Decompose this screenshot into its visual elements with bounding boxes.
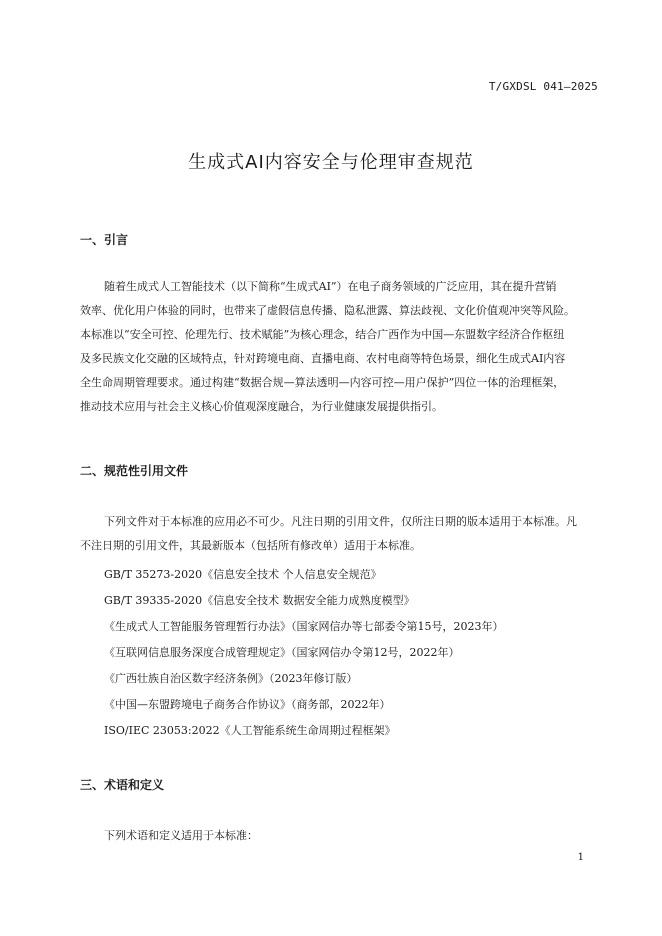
intro-line: 及多民族文化交融的区域特点，针对跨境电商、直播电商、农村电商等特色场景，细化生成式AI内容 (80, 352, 566, 365)
document-title: 生成式AI内容安全与伦理审查规范 (188, 152, 474, 173)
references-line: 不注日期的引用文件，其最新版本（包括所有修改单）适用于本标准。 (80, 539, 421, 552)
intro-line: 效率、优化用户体验的同时，也带来了虚假信息传播、隐私泄露、算法歧视、文化价值观冲突等风险。 (80, 304, 575, 317)
document-code: T/GXDSL 041—2025 (488, 80, 598, 93)
intro-line: 本标准以“安全可控、伦理先行、技术赋能”为核心理念，结合广西作为中国—东盟数字经济合作枢纽 (80, 328, 565, 341)
section-heading-terms: 三、术语和定义 (80, 778, 165, 792)
terms-intro: 下列术语和定义适用于本标准： (104, 829, 258, 842)
reference-list (104, 565, 504, 747)
reference-item: GB/T 39335-2020《信息安全技术 数据安全能力成熟度模型》 (104, 594, 415, 607)
reference-item: 《中国—东盟跨境电子商务合作协议》（商务部，2022年） (104, 698, 391, 711)
page-number: 1 (577, 852, 584, 863)
intro-line: 随着生成式人工智能技术（以下简称“生成式AI”）在电子商务领域的广泛应用，其在提升营销 (104, 280, 557, 293)
reference-item: ISO/IEC 23053:2022《人工智能系统生命周期过程框架》 (104, 724, 396, 737)
intro-paragraph (80, 275, 604, 419)
reference-item: 《广西壮族自治区数字经济条例》（2023年修订版） (104, 672, 358, 685)
intro-line: 全生命周期管理要求。通过构建“数据合规—算法透明—内容可控—用户保护”四位一体的治理框架， (80, 376, 565, 389)
reference-item: 《互联网信息服务深度合成管理规定》（国家网信办令第12号，2022年） (104, 646, 460, 659)
section-heading-references: 二、规范性引用文件 (80, 464, 189, 478)
section-heading-intro: 一、引言 (80, 233, 129, 247)
references-line: 下列文件对于本标准的应用必不可少。凡注日期的引用文件，仅所注日期的版本适用于本标准。凡 (104, 515, 577, 528)
reference-item: GB/T 35273-2020《信息安全技术 个人信息安全规范》 (104, 568, 382, 581)
reference-item: 《生成式人工智能服务管理暂行办法》（国家网信办等七部委令第15号，2023年） (104, 620, 504, 633)
terms-paragraph (80, 824, 604, 848)
intro-line: 推动技术应用与社会主义核心价值观深度融合，为行业健康发展提供指引。 (80, 400, 443, 413)
references-paragraph (80, 510, 604, 558)
